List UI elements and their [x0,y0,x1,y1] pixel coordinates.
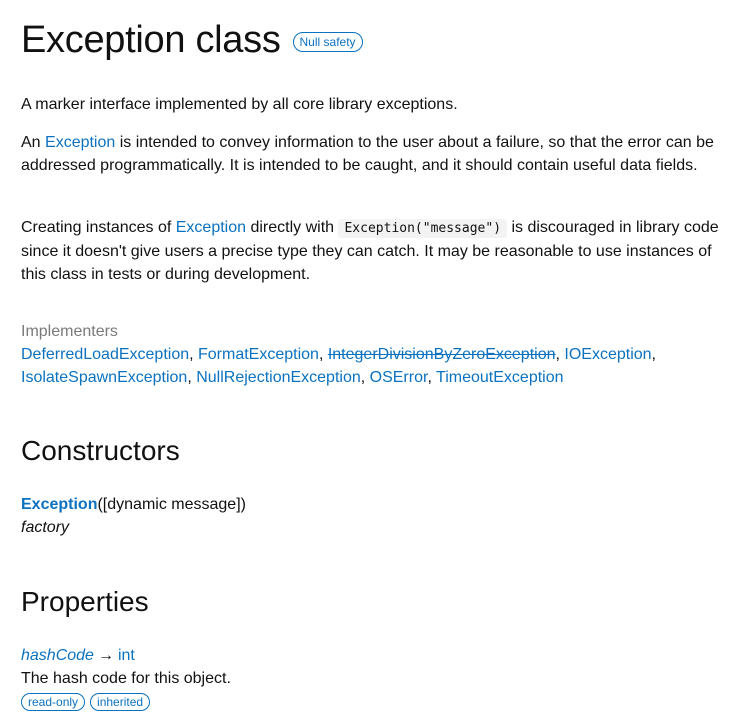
type-link[interactable]: int [117,647,135,664]
para2-before: An [21,134,46,151]
implementers-list [21,343,721,389]
inherited-tag[interactable]: inherited [90,693,150,711]
exception-link[interactable]: Exception [175,219,247,236]
implementer-link[interactable]: TimeoutException [436,369,564,386]
implementer-link[interactable]: IsolateSpawnException [21,369,188,386]
para3-after: is discouraged in library code since it doesn't give users a precise type they can catch. It may be reasonable to use instances of this class in tests or during development. [21,219,719,283]
exception-link[interactable]: Exception [45,134,116,151]
read-only-tag[interactable]: read-only [21,693,85,711]
property-tags [21,693,150,711]
implementer-link[interactable]: IOException [564,346,652,363]
constructors-heading: Constructors [21,435,180,466]
separator: , [427,369,437,386]
implementer-link[interactable]: NullRejectionException [196,369,361,386]
description-paragraph [21,131,721,177]
property-description: The hash code for this object. [21,670,231,687]
separator: , [318,346,328,363]
usage-paragraph [21,216,721,286]
properties-heading: Properties [21,586,149,617]
constructor-params: ([dynamic message]) [97,496,246,513]
implementer-link[interactable]: FormatException [198,346,319,363]
constructor-link[interactable]: Exception [21,496,98,513]
separator: , [187,369,197,386]
page-title: Exception class [21,19,281,61]
implementer-link[interactable]: OSError [369,369,428,386]
implementer-link-deprecated[interactable]: IntegerDivisionByZeroException [327,346,556,363]
para3-before: Creating instances of [21,219,176,236]
constructor-signature [21,494,246,516]
code-snippet: Exception("message") [338,219,507,238]
constructor-kind: factory [21,519,70,536]
separator: , [651,346,656,363]
implementer-link[interactable]: DeferredLoadException [21,346,190,363]
property-signature [21,645,135,667]
arrow-icon: → [97,647,114,664]
title-row [21,18,363,62]
separator: , [360,369,370,386]
separator: , [555,346,565,363]
null-safety-badge[interactable]: Null safety [293,32,363,52]
summary-text: A marker interface implemented by all core library exceptions. [21,96,458,113]
property-link[interactable]: hashCode [21,647,94,664]
para2-after: is intended to convey information to the user about a failure, so that the error can be addressed programmatically. It is intended to be caught, and it should contain useful data fields. [21,134,714,174]
separator: , [189,346,198,363]
implementers-label: Implementers [21,323,118,340]
para3-middle: directly with [246,219,339,236]
